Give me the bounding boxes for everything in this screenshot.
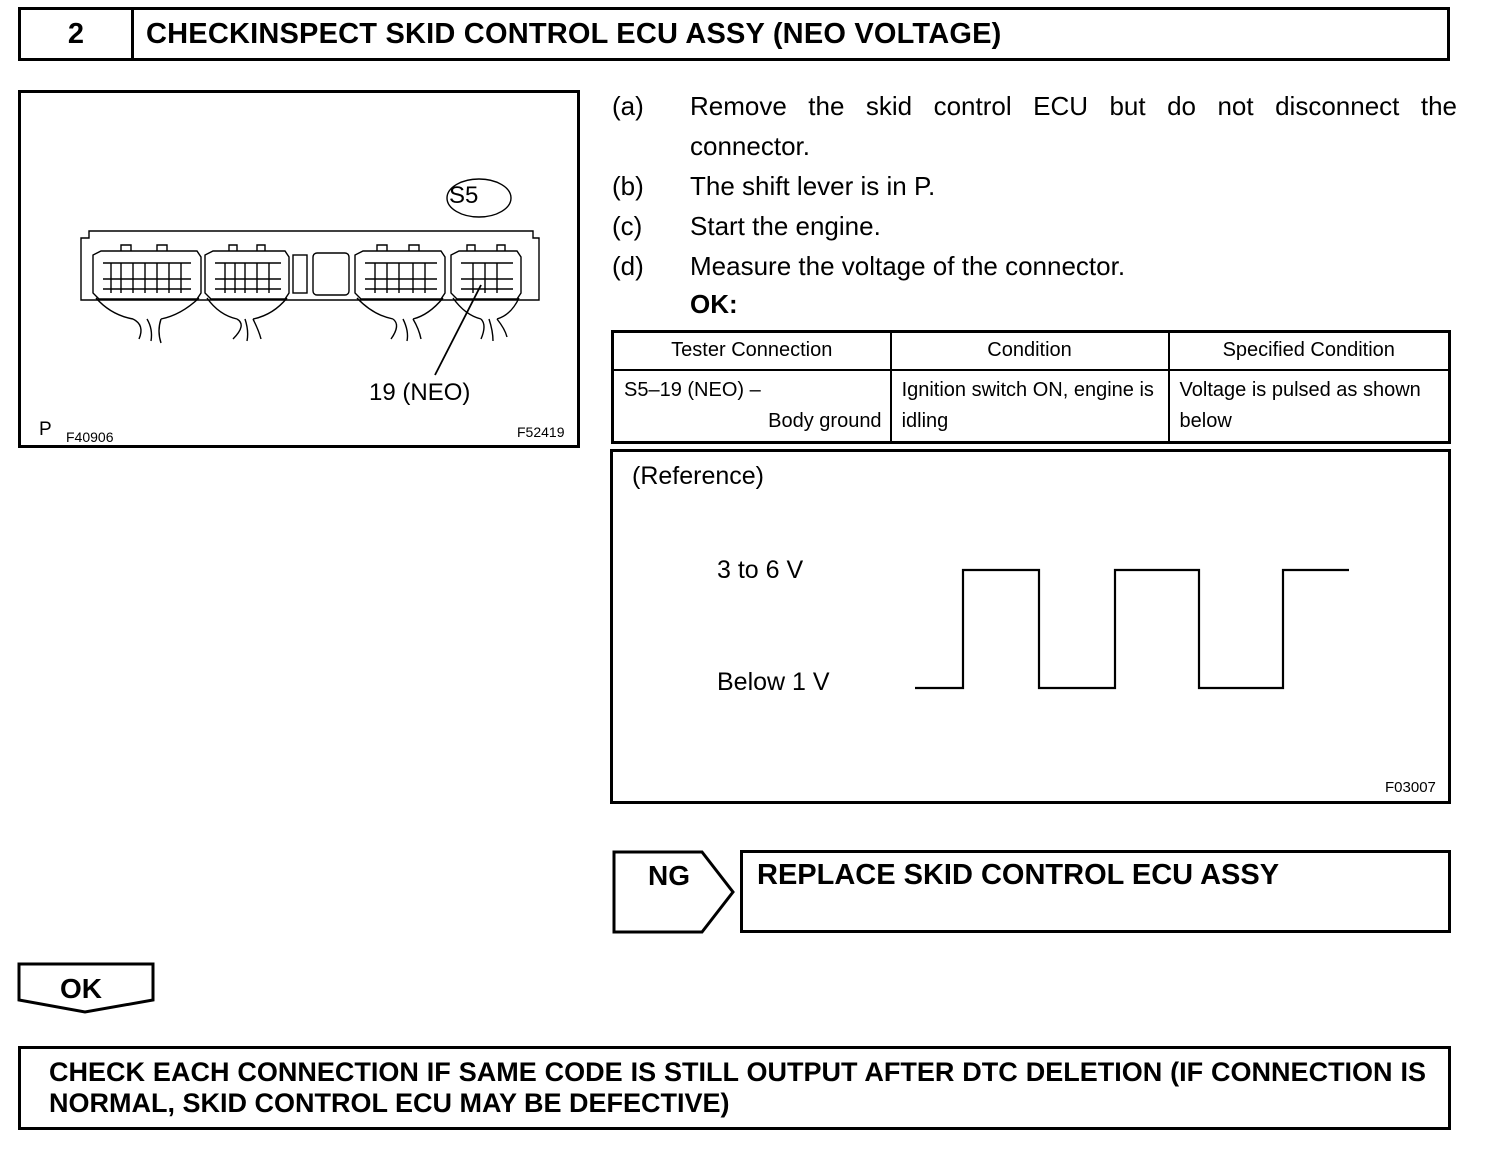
low-voltage-label: Below 1 V xyxy=(717,668,830,696)
ok-arrow-label: OK xyxy=(60,973,102,1004)
final-action-box xyxy=(18,1046,1451,1130)
connector-diagram xyxy=(18,90,580,448)
diagram-code-left: F40906 xyxy=(66,429,114,445)
step-item xyxy=(612,86,1457,126)
ng-arrow xyxy=(612,850,736,934)
diagram-code-right: F52419 xyxy=(517,424,565,440)
step-text: Remove the skid control ECU but do not disconnect the xyxy=(690,91,1457,121)
tester-connection-line2: Body ground xyxy=(768,409,882,432)
spec-table-header: Condition xyxy=(891,332,1169,370)
ok-criteria-label: OK: xyxy=(690,289,738,319)
spec-table-header: Tester Connection xyxy=(613,332,891,370)
spec-table-header: Specified Condition xyxy=(1169,332,1450,370)
ng-action-text: REPLACE SKID CONTROL ECU ASSY xyxy=(757,859,1280,891)
ng-action-box xyxy=(740,850,1451,933)
ng-arrow-label: NG xyxy=(648,860,690,891)
pin-label: 19 (NEO) xyxy=(369,379,471,406)
high-voltage-label: 3 to 6 V xyxy=(717,556,804,584)
step-text: connector. xyxy=(690,131,810,161)
pulse-waveform-line xyxy=(915,570,1349,688)
step-item-continuation xyxy=(612,126,1457,166)
reference-code: F03007 xyxy=(1385,779,1436,796)
step-text: The shift lever is in P. xyxy=(690,171,936,201)
reference-waveform xyxy=(610,449,1451,804)
step-header xyxy=(18,7,1450,61)
ok-arrow xyxy=(17,962,157,1014)
spec-table xyxy=(611,330,1451,444)
spec-table-row xyxy=(613,370,1450,443)
tester-connection-cell xyxy=(613,370,891,443)
connector-id-label: S5 xyxy=(449,182,479,209)
step-item xyxy=(612,166,1457,206)
step-item xyxy=(612,246,1457,286)
step-letter: (b) xyxy=(612,171,644,201)
diagram-corner-letter: P xyxy=(39,419,52,440)
tester-connection-line1: S5–19 (NEO) – xyxy=(624,378,761,401)
step-text: Measure the voltage of the connector. xyxy=(690,251,1126,281)
step-item xyxy=(612,206,1457,246)
step-letter: (d) xyxy=(612,251,644,281)
specified-condition-cell: Voltage is pulsed as shown below xyxy=(1169,370,1450,443)
procedure-steps xyxy=(612,86,1457,322)
step-letter: (a) xyxy=(612,91,644,121)
spec-table-header-row xyxy=(613,332,1450,370)
step-title: CHECKINSPECT SKID CONTROL ECU ASSY (NEO VOLTAGE) xyxy=(146,17,1002,50)
ecu-connector-illustration xyxy=(21,93,577,445)
step-number: 2 xyxy=(21,10,134,58)
condition-cell: Ignition switch ON, engine is idling xyxy=(891,370,1169,443)
reference-title: (Reference) xyxy=(632,462,764,490)
step-letter: (c) xyxy=(612,211,643,241)
final-action-text: CHECK EACH CONNECTION IF SAME CODE IS STILL OUTPUT AFTER DTC DELETION (IF CONNECTION IS NORMAL, SKID CONTROL ECU MAY BE DEFECTIVE) xyxy=(49,1057,1426,1118)
step-text: Start the engine. xyxy=(690,211,881,241)
